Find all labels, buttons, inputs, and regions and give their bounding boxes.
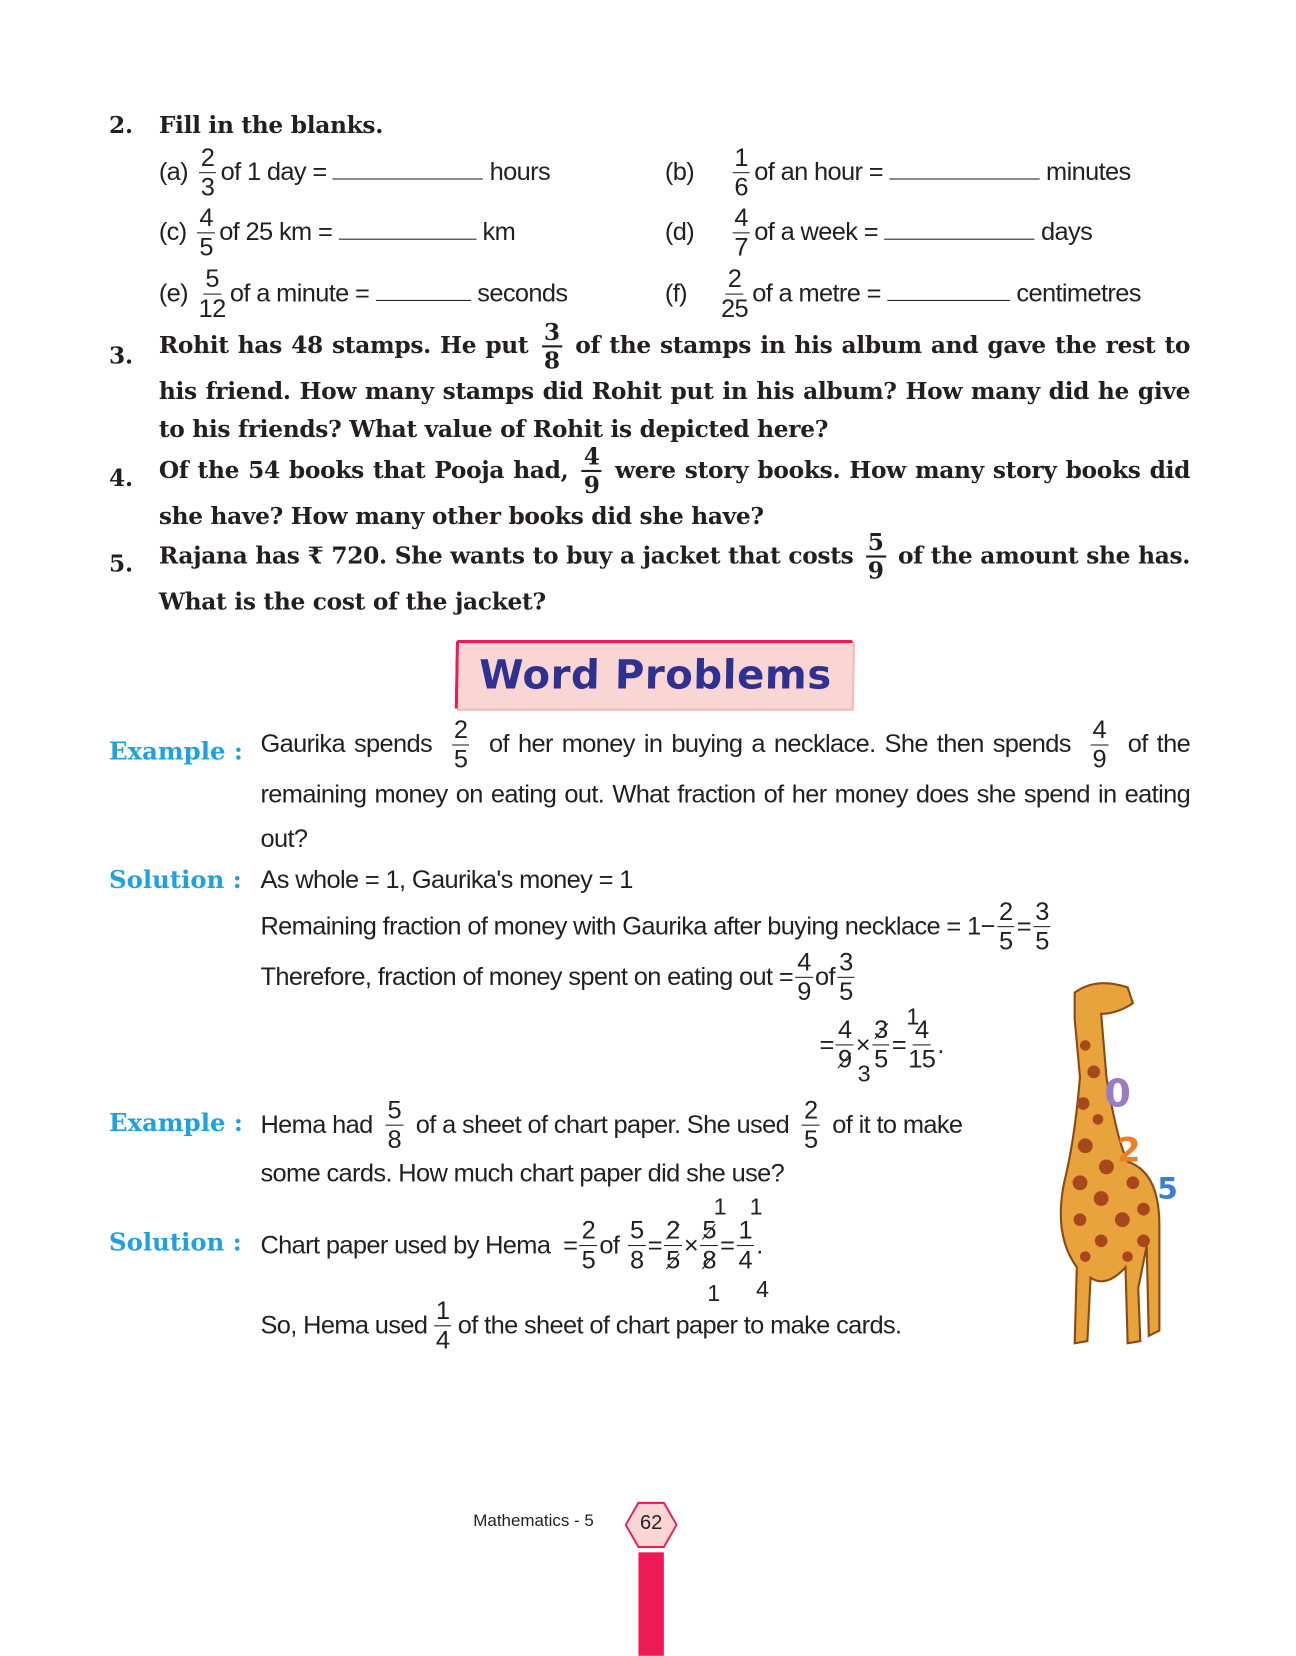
fraction: $\frac{5}{8}$ bbox=[628, 1219, 646, 1274]
solution-line: As whole = 1, Gaurika's money = 1 bbox=[260, 865, 633, 895]
fraction: $\frac{2}{5}$ bbox=[580, 1219, 598, 1274]
number-zero-icon: 0 bbox=[1104, 1071, 1131, 1116]
item-text: of an hour = bbox=[754, 157, 883, 187]
fraction: $\frac{4}{5}$ bbox=[197, 206, 215, 261]
item-text: of a minute = bbox=[229, 279, 370, 308]
question-3-text: Rohit has 48 stamps. He put $\frac{3}{8}$ of the stamps in his album and gave the rest to his friend. How many stamps did Rohit put in his album? How many did he give to his friends? What value of Rohit is depicted here? bbox=[158, 318, 1191, 444]
example-1-text: Gaurika spends $\frac{2}{5}$ of her money in buying a necklace. She then spends $\frac{4}{9}$ of the remaining money on eating out. What fraction of her money does she spend in eating out? bbox=[260, 715, 1191, 854]
fraction: $\frac{4}{9}$ bbox=[836, 1018, 854, 1073]
cancelled-value: 1 bbox=[713, 1193, 727, 1220]
solution-line: Therefore, fraction of money spent on eating out = $\frac{4}{9}$ of $\frac{3}{5}$ bbox=[260, 946, 856, 1009]
item-label: (c) bbox=[158, 217, 187, 247]
blank-item-f bbox=[665, 267, 1141, 322]
fraction: $\frac{3}{5}$ bbox=[1033, 900, 1051, 955]
cancelled-value: 1 bbox=[749, 1193, 763, 1220]
example-2-line: some cards. How much chart paper did she use? bbox=[260, 1159, 785, 1188]
item-unit: hours bbox=[489, 157, 551, 187]
fraction: $\frac{2}{5}$ bbox=[664, 1219, 682, 1274]
fraction: $\frac{2}{5}$ bbox=[452, 718, 470, 773]
solution-calculation: = $\frac{4}{9}$ × $\frac{3}{5}$ = $\frac{4}{15}$ . bbox=[819, 1015, 944, 1074]
fraction: $\frac{5}{8}$ bbox=[700, 1219, 718, 1274]
item-text: of a metre = bbox=[752, 279, 881, 308]
section-banner bbox=[455, 640, 853, 709]
cancelled-value: 1 bbox=[707, 1279, 721, 1307]
cancelled-value: 3 bbox=[857, 1060, 871, 1087]
fraction: $\frac{4}{7}$ bbox=[732, 206, 750, 261]
question-number: 4. bbox=[109, 464, 133, 493]
item-label: (f) bbox=[664, 279, 688, 308]
book-title: Mathematics - 5 bbox=[473, 1512, 594, 1531]
fraction: $\frac{2}{25}$ bbox=[720, 265, 748, 324]
blank-item-e bbox=[159, 267, 568, 322]
cancelled-value: 1 bbox=[906, 1003, 920, 1030]
solution-label: Solution : bbox=[109, 1228, 242, 1257]
fraction: $\frac{4}{9}$ bbox=[582, 446, 602, 498]
question-title: Fill in the blanks. bbox=[158, 111, 384, 140]
item-unit: centimetres bbox=[1016, 279, 1141, 308]
page-number: 62 bbox=[639, 1512, 663, 1535]
cancelled-value: 4 bbox=[755, 1275, 769, 1303]
item-text: of 25 km = bbox=[219, 217, 333, 247]
item-label: (a) bbox=[158, 157, 188, 187]
fraction: $\frac{2}{3}$ bbox=[199, 146, 217, 201]
blank-item-d bbox=[664, 203, 1093, 262]
question-number: 5. bbox=[109, 550, 133, 578]
giraffe-illustration bbox=[1043, 972, 1191, 1352]
question-number: 3. bbox=[109, 342, 133, 370]
fraction: $\frac{4}{9}$ bbox=[1090, 718, 1108, 773]
fraction: $\frac{3}{5}$ bbox=[872, 1018, 890, 1073]
number-five-icon: 5 bbox=[1157, 1171, 1178, 1206]
answer-blank[interactable] bbox=[333, 158, 483, 180]
fraction: $\frac{5}{12}$ bbox=[198, 265, 226, 324]
item-text: of 1 day = bbox=[220, 157, 327, 187]
answer-blank[interactable] bbox=[884, 218, 1034, 240]
fraction: $\frac{5}{8}$ bbox=[385, 1098, 403, 1153]
fraction: $\frac{3}{8}$ bbox=[542, 321, 562, 373]
fraction: $\frac{3}{5}$ bbox=[837, 950, 855, 1005]
fraction: $\frac{4}{15}$ bbox=[908, 1015, 936, 1074]
solution-label: Solution : bbox=[109, 865, 242, 895]
answer-blank[interactable] bbox=[889, 158, 1039, 180]
example-label: Example : bbox=[109, 1108, 243, 1138]
item-label: (e) bbox=[158, 279, 188, 308]
answer-blank[interactable] bbox=[339, 218, 477, 240]
fraction: $\frac{1}{4}$ bbox=[434, 1299, 452, 1354]
blank-item-c bbox=[158, 203, 516, 262]
fraction: $\frac{4}{9}$ bbox=[795, 950, 813, 1005]
blank-item-a bbox=[158, 143, 551, 202]
item-unit: seconds bbox=[477, 279, 568, 308]
number-two-icon: 2 bbox=[1117, 1130, 1141, 1170]
example-label: Example : bbox=[109, 737, 243, 766]
answer-blank[interactable] bbox=[887, 279, 1010, 301]
question-number: 2. bbox=[109, 111, 133, 140]
answer-blank[interactable] bbox=[376, 279, 471, 301]
item-label: (d) bbox=[664, 217, 695, 247]
solution-calculation: Chart paper used by Hema = $\frac{2}{5}$ of $\frac{5}{8}$ = $\frac{2}{5}$ × $\frac{5}{8}$ = $\frac{1}{4}$ . bbox=[260, 1216, 763, 1275]
fraction: $\frac{5}{9}$ bbox=[866, 531, 886, 583]
question-5-text: Rajana has ₹ 720. She wants to buy a jacket that costs $\frac{5}{9}$ of the amount she has. What is the cost of the jacket? bbox=[158, 529, 1191, 616]
solution-line: Remaining fraction of money with Gaurika after buying necklace = 1 − $\frac{2}{5}$ = $\frac{3}{5}$ bbox=[260, 895, 1052, 958]
section-title: Word Problems bbox=[478, 651, 833, 699]
item-text: of a week = bbox=[754, 217, 878, 247]
item-unit: days bbox=[1040, 217, 1093, 247]
question-4-text: Of the 54 books that Pooja had, $\frac{4}{9}$ were story books. How many story books did she have? How many other books did she have? bbox=[158, 443, 1191, 531]
fraction: $\frac{2}{5}$ bbox=[802, 1098, 820, 1153]
item-unit: minutes bbox=[1046, 157, 1131, 187]
fraction: $\frac{1}{6}$ bbox=[732, 146, 750, 201]
example-2-line: Hema had $\frac{5}{8}$ of a sheet of chart paper. She used $\frac{2}{5}$ of it to make bbox=[260, 1096, 963, 1155]
fraction: $\frac{2}{5}$ bbox=[997, 900, 1015, 955]
item-unit: km bbox=[482, 217, 516, 247]
solution-conclusion: So, Hema used $\frac{1}{4}$ of the sheet of chart paper to make cards. bbox=[260, 1296, 902, 1355]
page-tab-bar bbox=[638, 1552, 663, 1655]
fraction: $\frac{1}{4}$ bbox=[736, 1219, 754, 1274]
item-label: (b) bbox=[664, 157, 695, 187]
blank-item-b bbox=[664, 143, 1131, 202]
